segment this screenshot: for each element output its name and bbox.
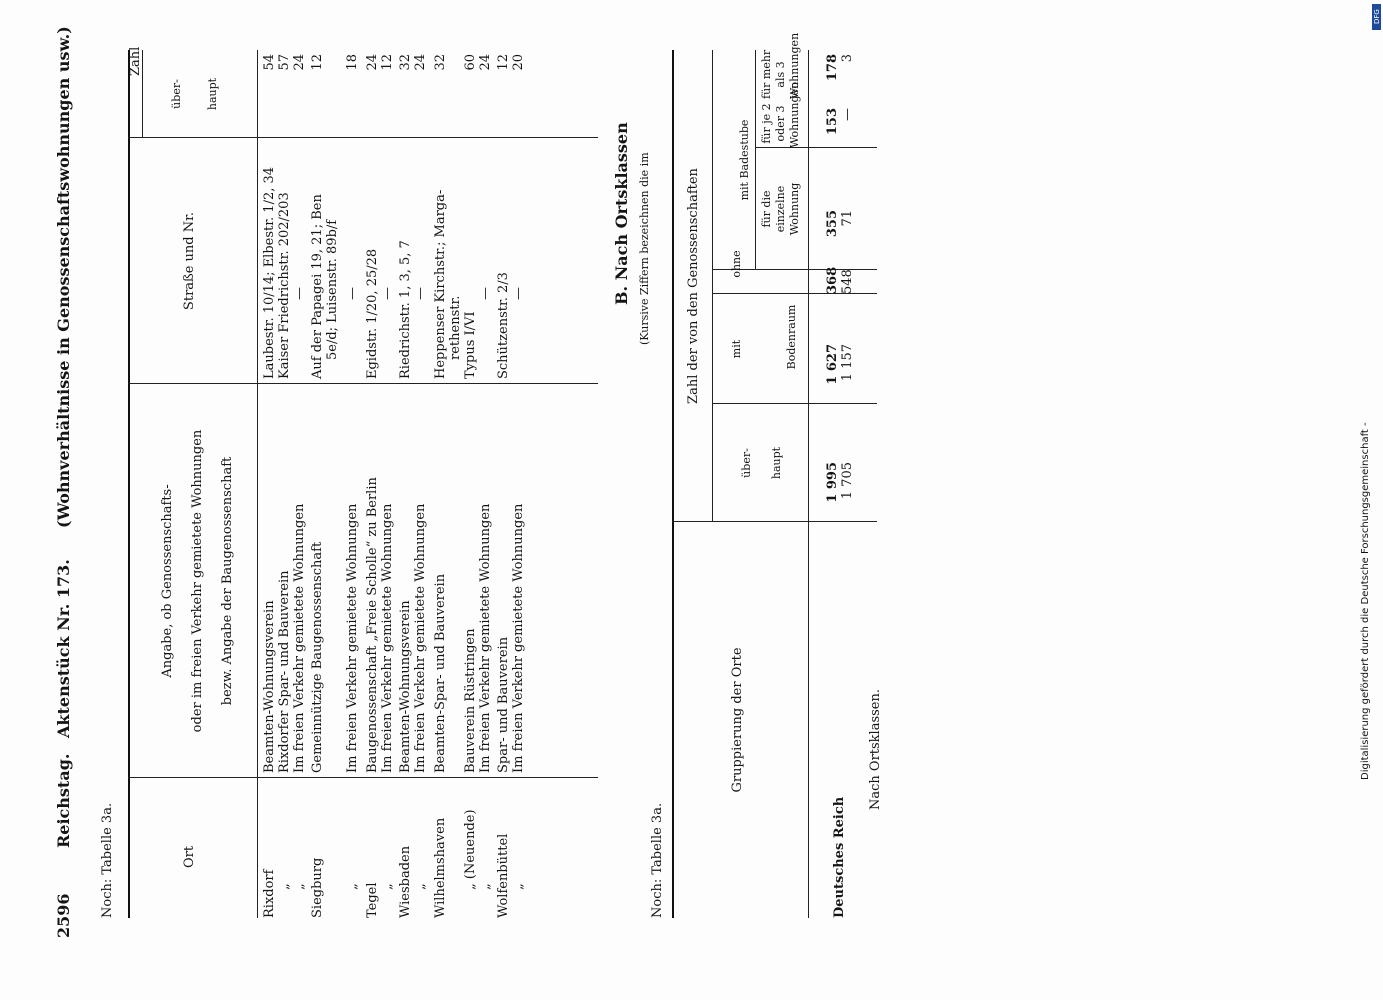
row-angabe: Baugenossenschaft „Freie Scholle“ zu Berlin xyxy=(365,477,380,773)
row-zahl: 24 xyxy=(413,54,428,71)
row-zahl: 24 xyxy=(478,54,493,71)
table2-group-rule xyxy=(712,50,713,522)
row-angabe: Beamten-Wohnungsverein xyxy=(262,600,277,773)
row-angabe: Im freien Verkehr gemietete Wohnungen xyxy=(380,503,395,773)
row-angabe: Im freien Verkehr gemietete Wohnungen xyxy=(478,503,493,773)
row-ort: „ (Neuende) xyxy=(463,809,478,890)
row-ort: „ xyxy=(277,883,292,890)
table2-col-mehr3-1: für mehr xyxy=(760,49,773,99)
row-ort: Wiesbaden xyxy=(398,845,413,918)
row-zahl: 12 xyxy=(380,54,395,71)
table1-col-ueberhaupt-1: über- xyxy=(170,79,183,109)
row-strasse: — xyxy=(292,287,307,300)
row-strasse: Riedrichstr. 1, 3, 5, 7 xyxy=(398,240,413,379)
row-zahl: 32 xyxy=(433,54,448,71)
row-ort: Tegel xyxy=(365,882,380,918)
row-ort: „ xyxy=(478,883,493,890)
row-strasse: Schützenstr. 2/3 xyxy=(496,272,511,379)
row-strasse: Auf der Papagei 19, 21; Ben xyxy=(310,194,325,379)
row-je2-italic: — xyxy=(840,108,855,121)
table2-col-zahl-group: Zahl der von den Genossenschaften xyxy=(686,168,701,404)
row-zahl: 24 xyxy=(365,54,380,71)
table1-caption: Noch: Tabelle 3a. xyxy=(100,802,115,918)
row-ohne: 368 xyxy=(825,266,840,294)
row-angabe: Rixdorfer Spar- und Bauverein xyxy=(277,570,292,773)
row-angabe: Bauverein Rüstringen xyxy=(463,628,478,773)
table1-top-rule xyxy=(128,50,130,918)
section-b-subtitle: (Kursive Ziffern bezeichnen die im xyxy=(638,152,651,345)
table2-col-einzelne-1: für die xyxy=(760,190,773,228)
row-name: Deutsches Reich xyxy=(832,796,847,918)
row-mit: 1 627 xyxy=(825,344,840,385)
row-strasse: Egidstr. 1/20, 25/28 xyxy=(365,248,380,379)
table2-col-ueberhaupt-1: über- xyxy=(740,448,753,478)
table2-col-ohne: ohne xyxy=(730,250,743,278)
row-angabe: Im freien Verkehr gemietete Wohnungen xyxy=(292,503,307,773)
row-zahl: 12 xyxy=(310,54,325,71)
row-strasse: — xyxy=(478,287,493,300)
header-reichstag: Reichstag. xyxy=(54,753,73,848)
row-angabe: Im freien Verkehr gemietete Wohnungen xyxy=(345,503,360,773)
row-zahl: 54 xyxy=(262,54,277,71)
digitization-credit: Digitalisierung gefördert durch die Deutsche Forschungsgemeinschaft - xyxy=(1360,422,1371,780)
table2-col-je2-3: Wohnungen xyxy=(788,81,801,148)
row-ort: „ xyxy=(380,883,395,890)
table2-col-mehr3-3: Wohnungen xyxy=(788,32,801,99)
row-ort: Rixdorf xyxy=(262,869,277,918)
row-mehr3: 178 xyxy=(825,54,840,82)
table2-col-einzelne-3: Wohnung xyxy=(788,182,801,236)
row-angabe: Gemeinnützige Baugenossenschaft xyxy=(310,541,325,773)
row-ort: Wilhelmshaven xyxy=(433,817,448,918)
table2-header-rule xyxy=(808,50,809,918)
table1-col-ueberhaupt-2: haupt xyxy=(206,77,219,111)
row-angabe: Im freien Verkehr gemietete Wohnungen xyxy=(511,503,526,773)
table1-col-ort: Ort xyxy=(182,845,197,868)
row-strasse: rethenstr. xyxy=(448,295,463,360)
row-strasse: Laubestr. 10/14; Elbestr. 1/2, 34 xyxy=(262,166,277,379)
table1-col-angabe-1: Angabe, ob Genossenschafts- xyxy=(160,484,175,678)
table2-col-je2-1: für je 2 xyxy=(760,103,773,144)
table1-col-strasse: Straße und Nr. xyxy=(182,211,197,311)
subheading-ortsklassen: Nach Ortsklassen. xyxy=(868,688,883,810)
table2-col-einzelne-2: einzelne xyxy=(774,185,787,233)
row-je2: 153 xyxy=(825,108,840,136)
row-einzelne: 355 xyxy=(825,210,840,238)
row-ueberhaupt-italic: 1 705 xyxy=(840,462,855,500)
row-zahl: 24 xyxy=(292,54,307,71)
row-ueberhaupt: 1 995 xyxy=(825,462,840,503)
row-ort: Siegburg xyxy=(310,857,325,918)
header-aktenstueck: Aktenstück Nr. 173. xyxy=(54,559,73,738)
row-mit-italic: 1 157 xyxy=(840,344,855,382)
row-strasse: Typus I/VI xyxy=(463,311,478,379)
row-ohne-italic: 548 xyxy=(840,269,855,294)
table1-header-rule xyxy=(257,50,258,918)
row-zahl: 60 xyxy=(463,54,478,71)
row-ort: Wolfenbüttel xyxy=(496,833,511,918)
row-zahl: 18 xyxy=(345,54,360,71)
row-zahl: 32 xyxy=(398,54,413,71)
table2-caption: Noch: Tabelle 3a. xyxy=(650,802,665,918)
row-strasse: 5e/d; Luisenstr. 89b/f xyxy=(325,219,340,360)
page-number: 2596 xyxy=(54,893,73,938)
row-strasse: — xyxy=(380,287,395,300)
row-ort: „ xyxy=(413,883,428,890)
row-angabe: Beamten-Wohnungsverein xyxy=(398,600,413,773)
row-angabe: Im freien Verkehr gemietete Wohnungen xyxy=(413,503,428,773)
row-zahl: 20 xyxy=(511,54,526,71)
table2-col-badestube: mit Badestube xyxy=(738,119,751,201)
row-strasse: — xyxy=(511,287,526,300)
table2-col-je2-2: oder 3 xyxy=(774,105,787,142)
row-angabe: Beamten-Spar- und Bauverein xyxy=(433,573,448,773)
table1-col-divider-3 xyxy=(128,137,598,138)
table2-col-mehr3-2: als 3 xyxy=(774,61,787,88)
row-zahl: 57 xyxy=(277,54,292,71)
table2-bade-rule xyxy=(755,50,756,270)
row-angabe: Spar- und Bauverein xyxy=(496,636,511,773)
table1-col-angabe-2: oder im freien Verkehr gemietete Wohnungen xyxy=(190,429,205,733)
table1-col-zahl: Zahl xyxy=(128,46,143,76)
dfg-logo: DFG xyxy=(1372,4,1381,30)
table2-col-gruppierung: Gruppierung der Orte xyxy=(730,647,745,793)
row-mehr3-italic: 3 xyxy=(840,54,855,63)
row-ort: „ xyxy=(345,883,360,890)
table2-col-ueberhaupt-2: haupt xyxy=(770,446,783,480)
row-strasse: — xyxy=(345,287,360,300)
table2-top-rule xyxy=(672,50,674,918)
row-ort: „ xyxy=(511,883,526,890)
row-einzelne-italic: 71 xyxy=(840,210,855,227)
table2-col-bodenraum: Bodenraum xyxy=(785,304,798,370)
row-strasse: Kaiser Friedrichstr. 202/203 xyxy=(277,192,292,379)
row-zahl: 12 xyxy=(496,54,511,71)
row-strasse: Heppenser Kirchstr.; Marga- xyxy=(433,189,448,379)
header-title: (Wohnverhältnisse in Genossenschaftswohnungen usw.) xyxy=(54,26,73,528)
row-strasse: — xyxy=(413,287,428,300)
row-ort: „ xyxy=(292,883,307,890)
section-b-title: B. Nach Ortsklassen xyxy=(612,122,631,305)
table2-col-mit: mit xyxy=(730,339,743,359)
table1-col-angabe-3: bezw. Angabe der Baugenossenschaft xyxy=(220,456,235,706)
